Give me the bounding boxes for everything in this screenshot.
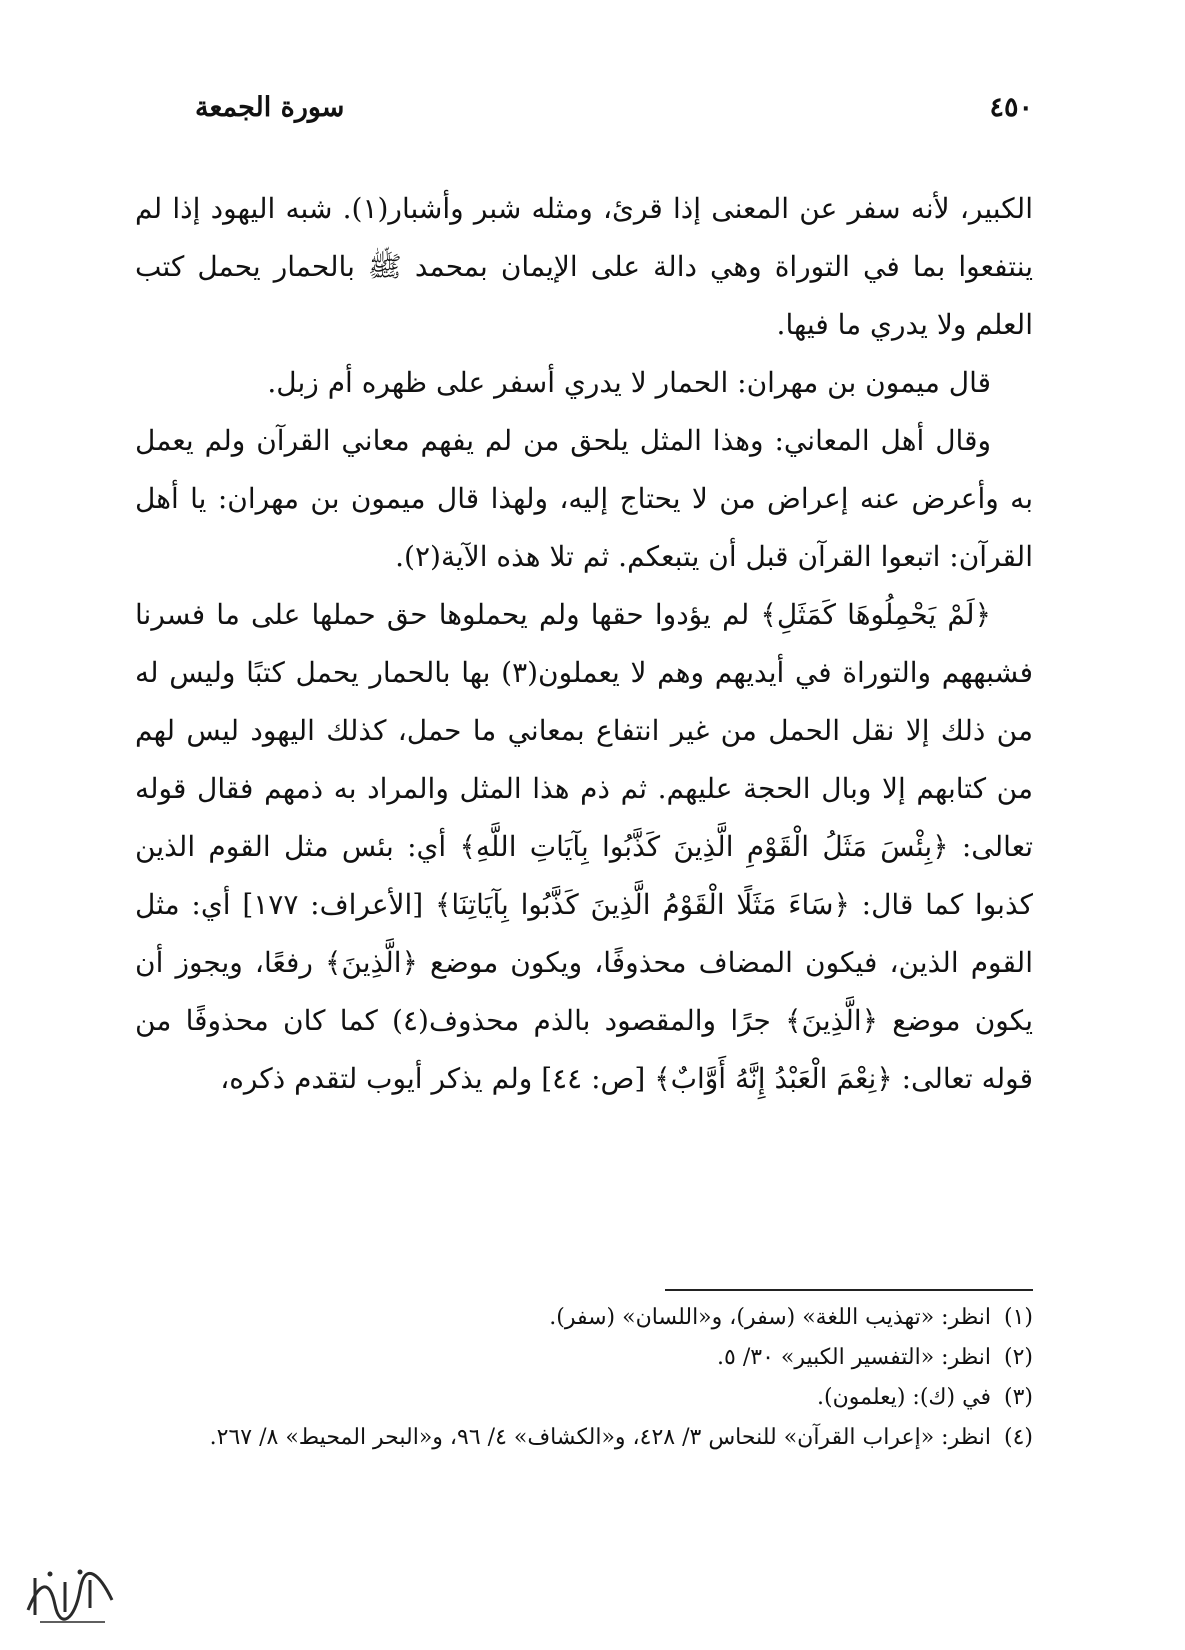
paragraph: الكبير، لأنه سفر عن المعنى إذا قرئ، ومثله شبر وأشبار(١). شبه اليهود إذا لم ينتفعوا بما في التوراة وهي دالة على الإيمان بمحمد ﷺ بالحمار يحمل كتب العلم ولا يدري ما فيها. (135, 192, 1033, 341)
footnote (150, 1378, 1033, 1418)
running-title: سورة الجمعة (195, 92, 345, 123)
footnote-text: انظر: «تهذيب اللغة» (سفر)، و«اللسان» (سفر). (549, 1305, 991, 1330)
footnote (150, 1338, 1033, 1378)
footnote-text: في (ك): (يعلمون). (817, 1385, 991, 1410)
footnote-separator (665, 1289, 1033, 1291)
page-header (195, 92, 1033, 134)
footnote-number: (١) (1003, 1305, 1033, 1330)
footnote-number: (٣) (1003, 1385, 1033, 1410)
calligraphy-logo-icon (20, 1560, 120, 1630)
footnote-text: انظر: «إعراب القرآن» للنحاس ٣/ ٤٢٨، و«الكشاف» ٤/ ٩٦، و«البحر المحيط» ٨/ ٢٦٧. (209, 1425, 991, 1450)
footnote (150, 1418, 1033, 1458)
footnote-number: (٢) (1003, 1345, 1033, 1370)
footnote-number: (٤) (1003, 1425, 1033, 1450)
footnotes (150, 1298, 1033, 1458)
page-number: ٤٥٠ (989, 92, 1033, 123)
watermark-logo (20, 1560, 120, 1630)
paragraph: قال ميمون بن مهران: الحمار لا يدري أسفر على ظهره أم زبل. (267, 366, 991, 399)
paragraph: وقال أهل المعاني: وهذا المثل يلحق من لم يفهم معاني القرآن ولم يعمل به وأعرض عنه إعراض من لا يحتاج إليه، ولهذا قال ميمون بن مهران: يا أهل القرآن: اتبعوا القرآن قبل أن يتبعكم. ثم تلا هذه الآية(٢). (135, 424, 1033, 573)
footnote-text: انظر: «التفسير الكبير» ٣٠/ ٥. (717, 1345, 991, 1370)
footnote (150, 1298, 1033, 1338)
paragraph: ﴿لَمْ يَحْمِلُوهَا كَمَثَلِ﴾ لم يؤدوا حقها ولم يحملوها حق حملها على ما فسرنا فشبههم والتوراة في أيديهم وهم لا يعملون(٣) بها بالحمار يحمل كتبًا وليس له من ذلك إلا نقل الحمل من غير انتفاع بمعاني ما حمل، كذلك اليهود ليس لهم من كتابهم إلا وبال الحجة عليهم. ثم ذم هذا المثل والمراد به ذمهم فقال قوله تعالى: ﴿بِئْسَ مَثَلُ الْقَوْمِ الَّذِينَ كَذَّبُوا بِآيَاتِ اللَّهِ﴾ أي: بئس مثل القوم الذين كذبوا كما قال: ﴿سَاءَ مَثَلًا الْقَوْمُ الَّذِينَ كَذَّبُوا بِآيَاتِنَا﴾ [الأعراف: ١٧٧] أي: مثل القوم الذين، فيكون المضاف محذوفًا، ويكون موضع ﴿الَّذِينَ﴾ رفعًا، ويجوز أن يكون موضع ﴿الَّذِينَ﴾ جرًا والمقصود بالذم محذوف(٤) كما كان محذوفًا من قوله تعالى: ﴿نِعْمَ الْعَبْدُ إِنَّهُ أَوَّابٌ﴾ [ص: ٤٤] ولم يذكر أيوب لتقدم ذكره، (135, 598, 1033, 1095)
main-text (135, 180, 1033, 1108)
